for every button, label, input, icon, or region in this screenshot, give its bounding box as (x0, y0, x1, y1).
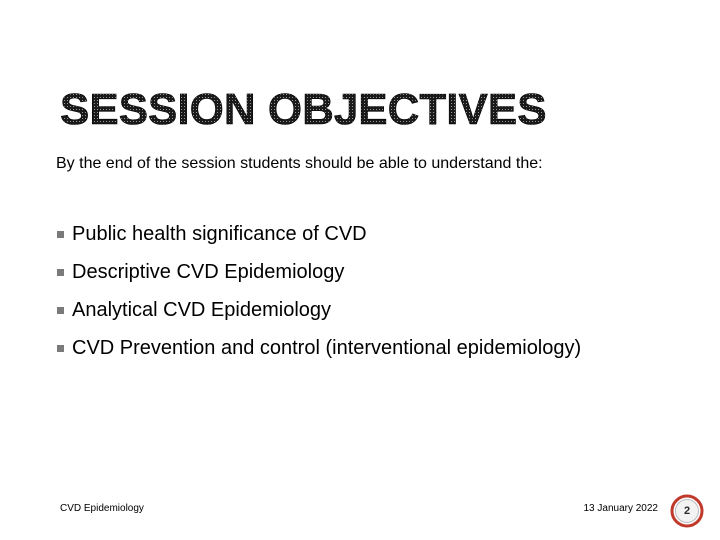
list-item (56, 335, 706, 361)
list-item (56, 297, 706, 323)
list-item-label: Public health significance of CVD (72, 223, 367, 245)
slide-title (58, 76, 658, 136)
objectives-list (56, 221, 706, 373)
square-bullet-icon (57, 307, 64, 314)
list-item-label: Descriptive CVD Epidemiology (72, 261, 345, 283)
list-item-label: CVD Prevention and control (interventional epidemiology) (72, 337, 582, 359)
footer-title: CVD Epidemiology (60, 503, 144, 514)
square-bullet-icon (57, 231, 64, 238)
list-item (56, 259, 706, 285)
footer-date: 13 January 2022 (583, 503, 658, 514)
list-item-label: Analytical CVD Epidemiology (72, 299, 332, 321)
page-number-badge (670, 494, 704, 528)
list-item (56, 221, 706, 247)
square-bullet-icon (57, 269, 64, 276)
square-bullet-icon (57, 345, 64, 352)
slide-title-text: SESSION OBJECTIVES (60, 85, 547, 134)
page-number: 2 (683, 505, 691, 517)
intro-text: By the end of the session students should be able to understand the: (56, 155, 543, 172)
